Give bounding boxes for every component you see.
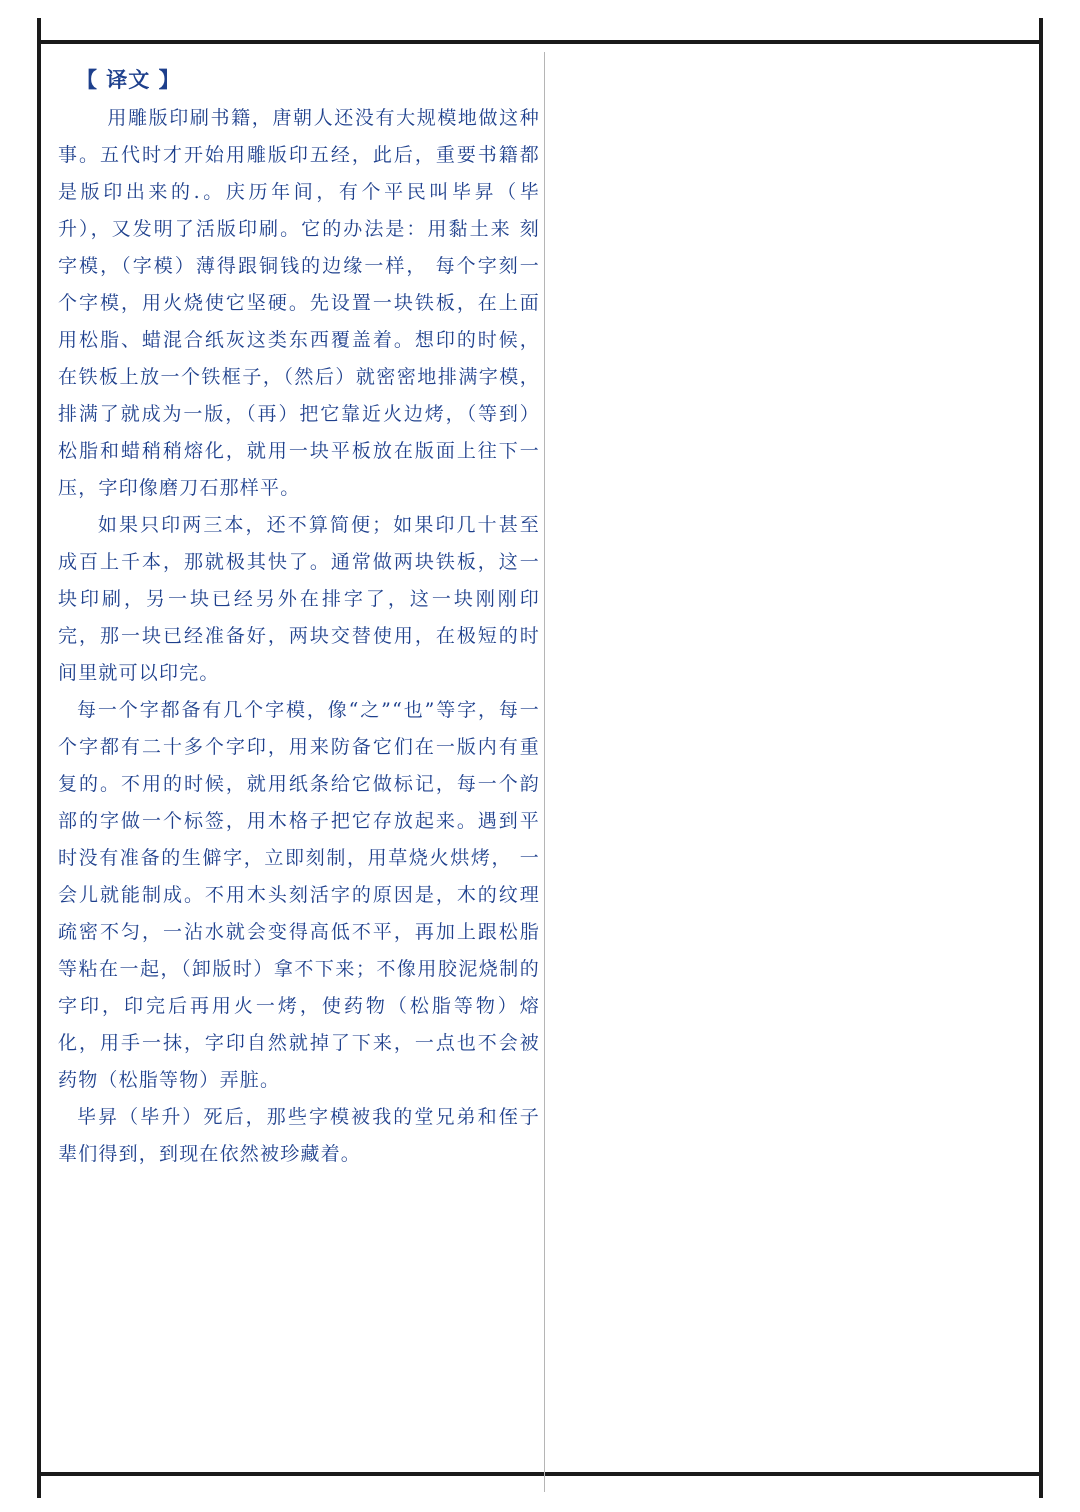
left-border-rule <box>37 18 41 1498</box>
section-heading: 【 译文 】 <box>76 67 181 92</box>
paragraph-3: 每一个字都备有几个字模，像“之”“也”等字，每一个字都有二十多个字印，用来防备它们在一版内有重复的。不用的时候，就用纸条给它做标记，每一个韵部的字做一个标签，用木格子把它存放起来。遇到平时没有准备的生僻字，立即刻制，用草烧火烘烤， 一会儿就能制成。不用木头刻活字的原因是，木的纹理疏密不匀，一沾水就会变得高低不平，再加上跟松脂等粘在一起，（卸版时）拿不下来；不像用胶泥烧制的字印，印完后再用火一烤，使药物（松脂等物）熔化，用手一抹，字印自然就掉了下来，一点也不会被药物（松脂等物）弄脏。 <box>58 699 540 1091</box>
right-border-rule <box>1039 18 1043 1498</box>
paragraph-2: 如果只印两三本，还不算简便；如果印几十甚至成百上千本，那就极其快了。通常做两块铁板，这一块印刷，另一块已经另外在排字了，这一块刚刚印完，那一块已经准备好，两块交替使用，在极短的时间里就可以印完。 <box>58 514 540 684</box>
bottom-border-rule <box>37 1472 1043 1476</box>
translation-column <box>58 60 540 1173</box>
paragraph-1: 用雕版印刷书籍，唐朝人还没有大规模地做这种事。五代时才开始用雕版印五经，此后，重要书籍都是版印出来的.。庆历年间，有个平民叫毕昇（毕升），又发明了活版印刷。它的办法是：用黏土来 刻字模，（字模）薄得跟铜钱的边缘一样， 每个字刻一个字模，用火烧使它坚硬。先设置一块铁板，在上面用松脂、蜡混合纸灰这类东西覆盖着。想印的时候，在铁板上放一个铁框子，（然后）就密密地排满字模，排满了就成为一版，（再）把它靠近火边烤，（等到）松脂和蜡稍稍熔化，就用一块平板放在版面上往下一压，字印像磨刀石那样平。 <box>58 107 540 499</box>
column-divider <box>544 52 545 1492</box>
top-border-rule <box>37 40 1043 44</box>
paragraph-4: 毕昇（毕升）死后，那些字模被我的堂兄弟和侄子辈们得到，到现在依然被珍藏着。 <box>58 1106 540 1165</box>
